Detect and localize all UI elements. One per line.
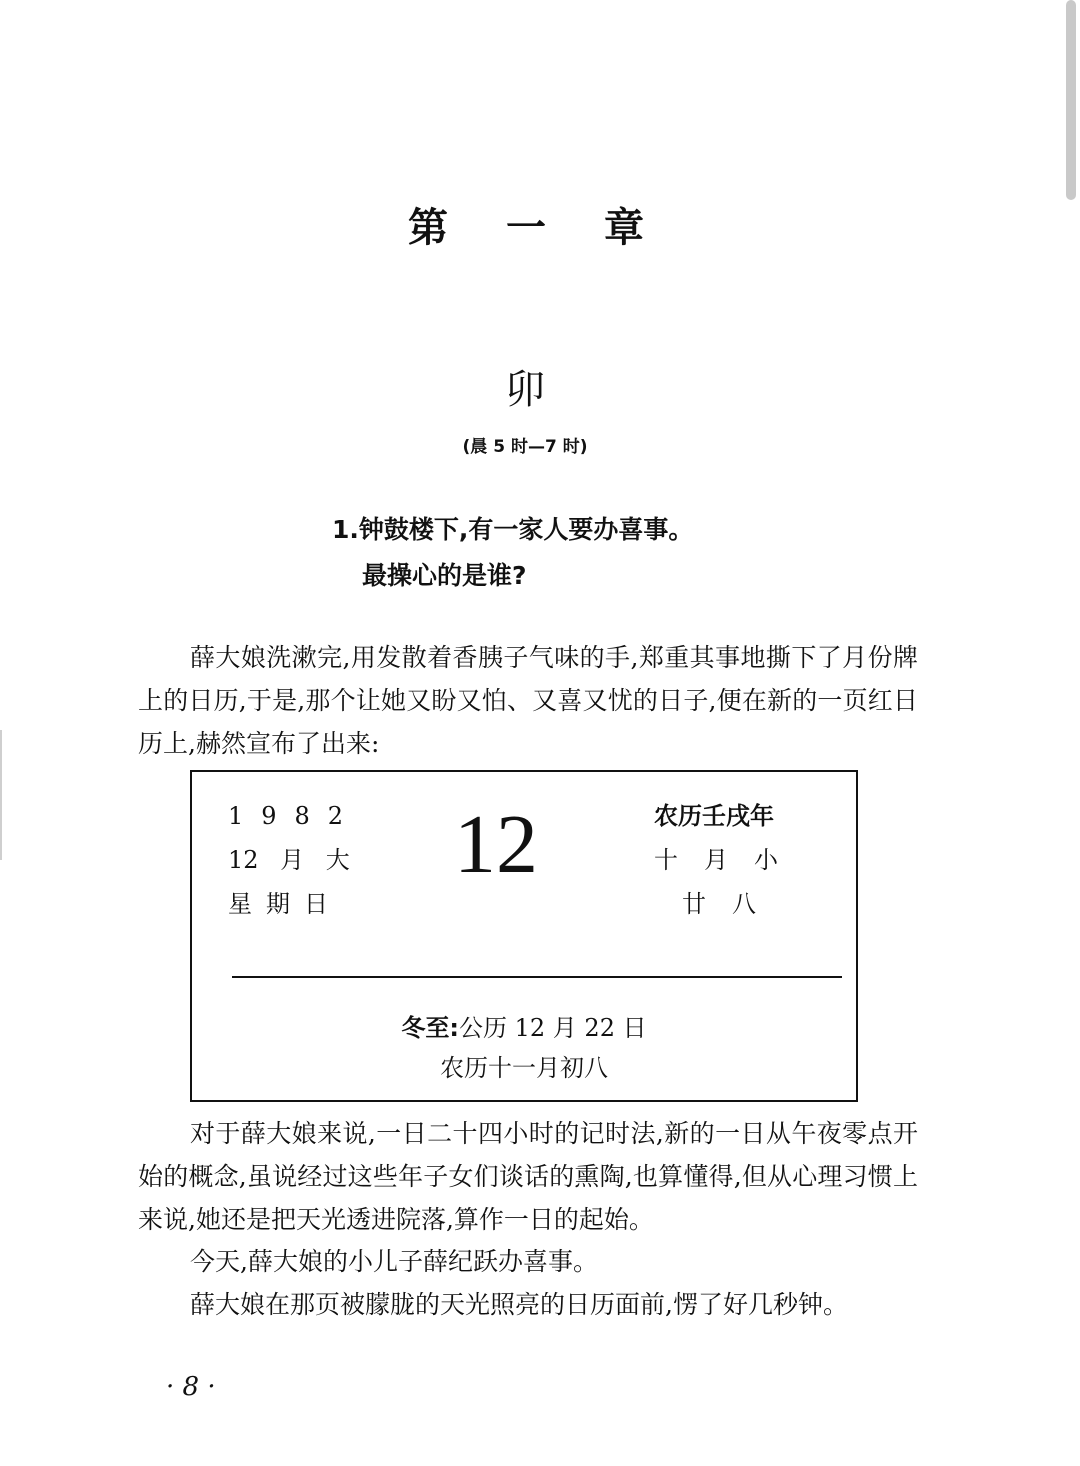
subtitle-line-2: 最操心的是谁? xyxy=(362,561,527,590)
calendar-box xyxy=(190,770,858,1102)
calendar-lunar-month: 十月小 xyxy=(654,846,804,874)
time-note: (晨 5 时—7 时) xyxy=(462,437,588,457)
calendar-lunar-day: 廿八 xyxy=(682,890,782,918)
solar-term-label: 冬至: xyxy=(401,1014,459,1042)
scrollbar[interactable] xyxy=(1066,0,1076,200)
paragraph-1: 薛大娘洗漱完,用发散着香胰子气味的手,郑重其事地撕下了月份牌上的日历,于是,那个让她又盼又怕、又喜又忧的日子,便在新的一页红日历上,赫然宣布了出来: xyxy=(138,643,918,758)
chapter-title: 第一章 xyxy=(408,205,702,251)
calendar-lunar-info xyxy=(654,794,804,926)
solar-term-lunar-date: 农历十一月初八 xyxy=(440,1054,608,1082)
page-edge-divider xyxy=(0,730,2,860)
calendar-weekday: 星期日 xyxy=(228,890,342,918)
calendar-year: 1982 xyxy=(228,802,362,830)
calendar-day-number: 12 xyxy=(454,798,538,891)
page-number: · 8 · xyxy=(166,1372,216,1402)
solar-term-gregorian-date: 公历 12 月 22 日 xyxy=(459,1014,647,1042)
section-title: 卯 xyxy=(505,367,545,413)
calendar-solar-term-note xyxy=(192,1008,856,1043)
paragraph-4: 薛大娘在那页被朦胧的天光照亮的日历面前,愣了好几秒钟。 xyxy=(190,1290,848,1319)
calendar-divider xyxy=(232,976,842,978)
subtitle-line-1: 1.钟鼓楼下,有一家人要办喜事。 xyxy=(332,515,694,544)
calendar-lunar-year: 农历壬戌年 xyxy=(654,802,774,830)
paragraph-2: 对于薛大娘来说,一日二十四小时的记时法,新的一日从午夜零点开始的概念,虽说经过这些年子女们谈话的熏陶,也算懂得,但从心理习惯上来说,她还是把天光透进院落,算作一日的起始。 xyxy=(138,1119,918,1234)
paragraph-3: 今天,薛大娘的小儿子薛纪跃办喜事。 xyxy=(190,1247,598,1276)
calendar-gregorian-info xyxy=(228,794,361,926)
calendar-month: 12 月 大 xyxy=(228,846,350,874)
